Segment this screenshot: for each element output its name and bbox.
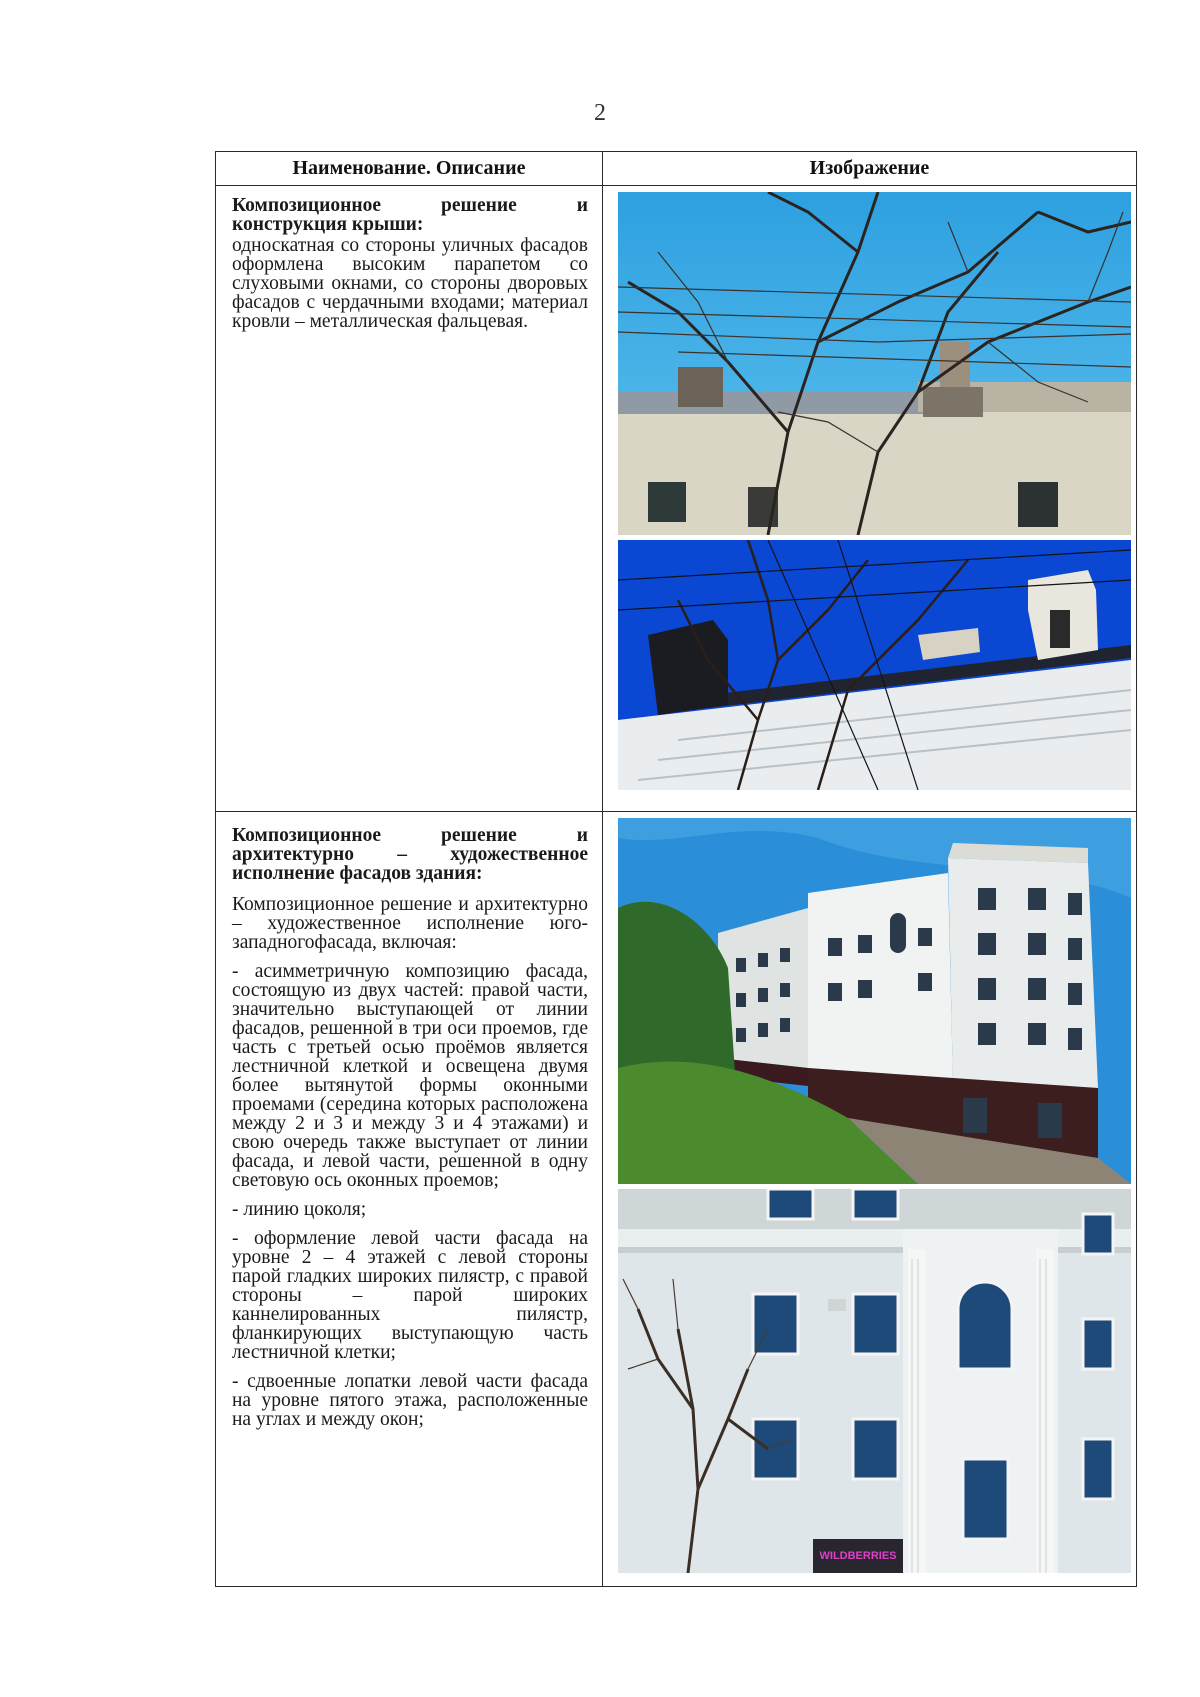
facade-paragraph-pilasters: - оформление левой части фасада на уровне 2 – 4 этажей с левой стороны парой гладких широких пилястр, с правой стороны – парой широких каннелированных пилястр, фланкирующих выступающую часть лестничной клетки; [232, 1228, 588, 1363]
table-header-row [216, 152, 1137, 186]
facade-description-cell [216, 812, 603, 1587]
wildberries-sign: WILDBERRIES [819, 1550, 897, 1562]
facade-image-cell [603, 812, 1137, 1587]
facade-photo-overview [618, 818, 1131, 1184]
facade-heading: Композиционное решение и архитектурно – художественное исполнение фасадов здания: [232, 825, 588, 884]
roof-description-cell [216, 186, 603, 812]
page-number: 2 [594, 100, 606, 126]
roof-photo-dormers [618, 540, 1131, 790]
description-table [215, 151, 1137, 1587]
table-row-facade [216, 812, 1137, 1587]
roof-paragraph: односкатная со стороны уличных фасадов оформлена высоким парапетом со слуховыми окнами, со стороны дворовых фасадов с чердачными входами; материал кровли – металлическая фальцевая. [232, 235, 588, 332]
table-row-roof [216, 186, 1137, 812]
facade-photo-detail [618, 1189, 1131, 1573]
roof-photo-trees [618, 192, 1131, 535]
header-name-description: Наименование. Описание [216, 152, 603, 186]
facade-paragraph-lopatki: - сдвоенные лопатки левой части фасада на уровне пятого этажа, расположенные на углах и между окон; [232, 1371, 588, 1430]
facade-paragraph-plinth: - линию цоколя; [232, 1199, 367, 1220]
facade-paragraph-intro: Композиционное решение и архитектурно – художественное исполнение юго-западногофасада, включая: [232, 894, 588, 953]
facade-paragraph-composition: - асимметричную композицию фасада, состоящую из двух частей: правой части, значительно выступающей от линии фасадов, решенной в три оси проемов, где часть с третьей осью проёмов является лестничной клеткой и освещена двумя более вытянутой формы оконными проемами (середина которых расположена между 2 и 3 и между 3 и 4 этажами) и свою очередь также выступает от линии фасада, и левой части, решенной в одну световую ось оконных проемов; [232, 961, 588, 1191]
roof-image-cell [603, 186, 1137, 812]
roof-heading: Композиционное решение и конструкция крыши: [232, 195, 588, 235]
header-image: Изображение [603, 152, 1137, 186]
